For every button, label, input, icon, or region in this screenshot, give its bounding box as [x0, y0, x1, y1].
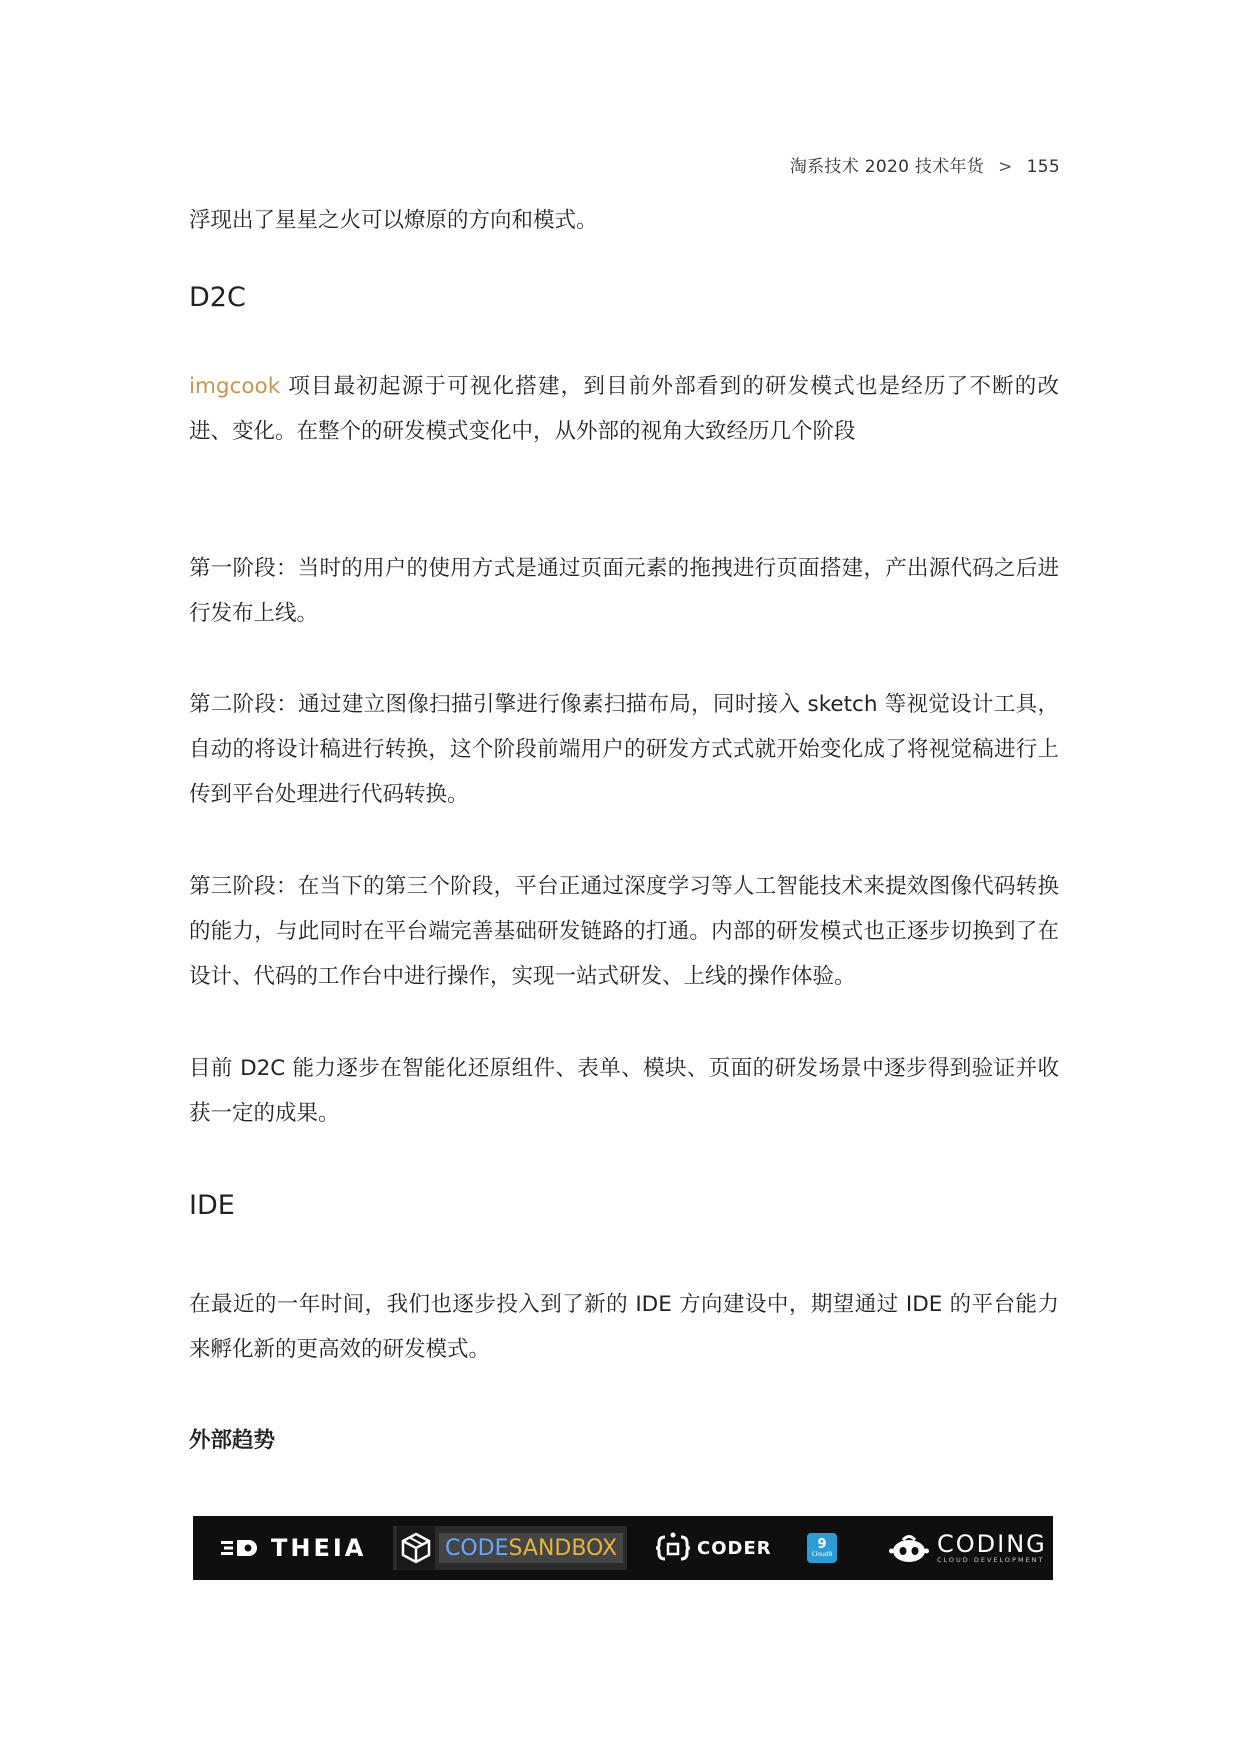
cloud9-label: Cloud9 — [811, 1550, 833, 1558]
stage2-paragraph: 第二阶段：通过建立图像扫描引擎进行像素扫描布局，同时接入 sketch 等视觉设计工具，自动的将设计稿进行转换，这个阶段前端用户的研发方式式就开始变化成了将视觉稿进行上传到平台处理进行代码转换。 — [189, 692, 1059, 807]
coding-subtitle: CLOUD DEVELOPMENT — [937, 1556, 1045, 1564]
subheading-external-trends: 外部趋势 — [189, 1428, 276, 1453]
theia-logo — [221, 1516, 366, 1580]
stage1-paragraph: 第一阶段：当时的用户的使用方式是通过页面元素的拖拽进行页面搭建，产出源代码之后进行发布上线。 — [189, 556, 1059, 626]
page-number: 155 — [1026, 157, 1060, 177]
d2c-paragraph — [189, 364, 1059, 454]
coding-logo — [889, 1516, 1047, 1580]
coder-logo — [655, 1516, 772, 1580]
coding-title: CODING — [937, 1530, 1047, 1558]
codesandbox-wordmark — [439, 1533, 623, 1563]
codesandbox-cube-icon — [397, 1526, 435, 1570]
book-title: 淘系技术 2020 技术年货 — [789, 157, 985, 177]
codesandbox-sandbox-part: SANDBOX — [508, 1535, 618, 1561]
ide-logos-banner — [193, 1516, 1053, 1580]
ide-paragraph: 在最近的一年时间，我们也逐步投入到了新的 IDE 方向建设中，期望通过 IDE 的平台能力来孵化新的更高效的研发模式。 — [189, 1292, 1059, 1362]
stage3-paragraph: 第三阶段：在当下的第三个阶段，平台正通过深度学习等人工智能技术来提效图像代码转换的能力，与此同时在平台端完善基础研发链路的打通。内部的研发模式也正逐步切换到了在设计、代码的工作台中进行操作，实现一站式研发、上线的操作体验。 — [189, 874, 1059, 989]
d2c-summary-paragraph: 目前 D2C 能力逐步在智能化还原组件、表单、模块、页面的研发场景中逐步得到验证并收获一定的成果。 — [189, 1056, 1059, 1126]
coding-mascot-icon — [889, 1532, 929, 1564]
cloud9-badge-icon — [807, 1533, 837, 1563]
coder-wordmark: CODER — [697, 1537, 772, 1559]
cloud9-logo — [807, 1516, 837, 1580]
theia-wordmark: THEIA — [271, 1534, 367, 1562]
heading-ide: IDE — [189, 1190, 235, 1221]
header-separator: > — [998, 157, 1013, 177]
coder-mark-icon — [655, 1531, 691, 1565]
intro-paragraph: 浮现出了星星之火可以燎原的方向和模式。 — [189, 208, 598, 233]
running-header — [790, 152, 1060, 177]
theia-mark-icon — [221, 1538, 261, 1558]
codesandbox-logo — [393, 1526, 627, 1570]
codesandbox-code-part: CODE — [445, 1535, 509, 1561]
d2c-paragraph-text: 项目最初起源于可视化搭建，到目前外部看到的研发模式也是经历了不断的改进、变化。在整个的研发模式变化中，从外部的视角大致经历几个阶段 — [189, 374, 1059, 444]
coding-wordmark — [937, 1532, 1047, 1564]
imgcook-link[interactable]: imgcook — [189, 374, 281, 399]
heading-d2c: D2C — [189, 282, 246, 313]
cloud9-number: 9 — [817, 1536, 827, 1552]
